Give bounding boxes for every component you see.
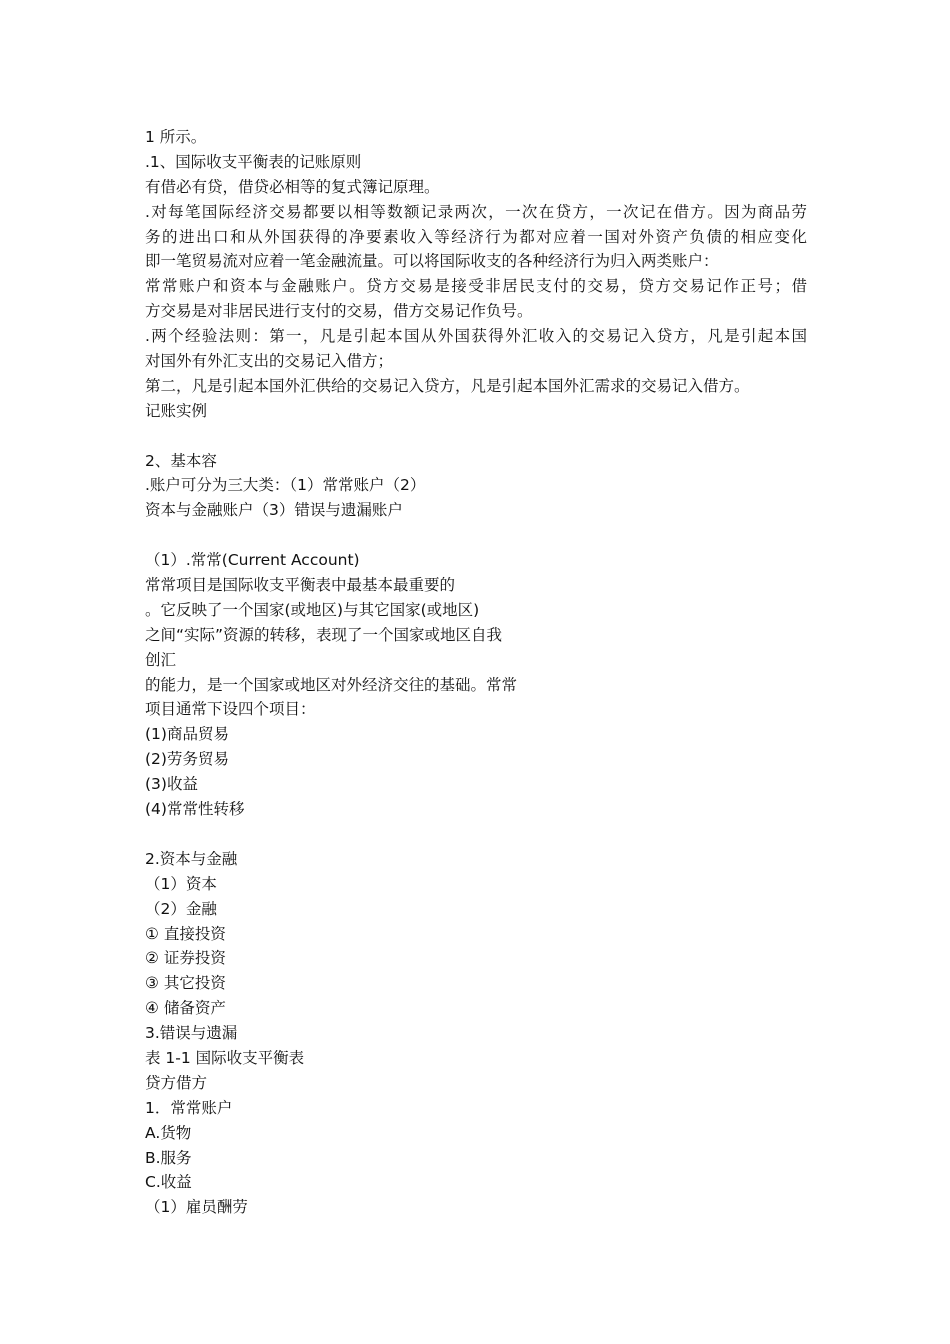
text-line: 创汇 <box>145 650 177 669</box>
section-heading: 2、基本容 <box>145 451 217 470</box>
list-item: ② 证券投资 <box>145 949 226 968</box>
text-line: .账户可分为三大类：（1）常常账户（2） <box>145 476 426 495</box>
text-line: 项目通常下设四个项目： <box>145 700 316 719</box>
text-line: 的能力，是一个国家或地区对外经济交往的基础。常常 <box>145 675 518 694</box>
list-item: B.服务 <box>145 1148 192 1167</box>
document-page <box>145 125 810 1220</box>
blank-line <box>145 822 810 847</box>
text-line: 贷方借方 <box>145 1073 208 1092</box>
list-item: ① 直接投资 <box>145 924 226 943</box>
paragraph-line: 第二，凡是引起本国外汇供给的交易记入贷方，凡是引起本国外汇需求的交易记入借方。 <box>145 376 750 395</box>
list-item: ③ 其它投资 <box>145 974 226 993</box>
paragraph-line: .对每笔国际经济交易都要以相等数额记录两次，一次在贷方，一次记在借方。因为商品劳 <box>145 202 807 221</box>
list-item: 1．常常账户 <box>145 1098 233 1117</box>
section-heading: （1）.常常(Current Account) <box>145 551 360 570</box>
text-line: 。它反映了一个国家(或地区)与其它国家(或地区) <box>145 600 480 619</box>
list-item: （1）资本 <box>145 874 217 893</box>
text-line: 之间“实际”资源的转移，表现了一个国家或地区自我 <box>145 625 503 644</box>
list-item: (4)常常性转移 <box>145 800 245 819</box>
list-item: C.收益 <box>145 1173 192 1192</box>
list-item: A.货物 <box>145 1123 192 1142</box>
paragraph-line: 即一笔贸易流对应着一笔金融流量。可以将国际收支的各种经济行为归入两类账户： <box>145 252 719 271</box>
list-item: ④ 储备资产 <box>145 999 226 1018</box>
list-item: (2)劳务贸易 <box>145 750 229 769</box>
text-line: 记账实例 <box>145 401 208 420</box>
text-line: 资本与金融账户（3）错误与遗漏账户 <box>145 501 403 520</box>
table-caption: 表 1-1 国际收支平衡表 <box>145 1048 305 1067</box>
text-line: 有借必有贷，借贷必相等的复式簿记原理。 <box>145 177 440 196</box>
paragraph-line: 常常账户和资本与金融账户。贷方交易是接受非居民支付的交易，贷方交易记作正号；借 <box>145 277 807 296</box>
list-item: （2）金融 <box>145 899 217 918</box>
section-heading: .1、国际收支平衡表的记账原则 <box>145 152 362 171</box>
section-heading: 3.错误与遗漏 <box>145 1024 238 1043</box>
text-line: 1 所示。 <box>145 128 207 146</box>
paragraph-line: 方交易是对非居民进行支付的交易，借方交易记作负号。 <box>145 302 533 321</box>
text-line: 常常项目是国际收支平衡表中最基本最重要的 <box>145 576 456 595</box>
list-item: （1）雇员酬劳 <box>145 1198 248 1217</box>
blank-line <box>145 424 810 449</box>
list-item: (3)收益 <box>145 775 198 794</box>
paragraph-line: 对国外有外汇支出的交易记入借方； <box>145 352 394 371</box>
paragraph-line: 务的进出口和从外国获得的净要素收入等经济行为都对应着一国对外资产负债的相应变化 <box>145 227 807 246</box>
section-heading: 2.资本与金融 <box>145 849 238 868</box>
list-item: (1)商品贸易 <box>145 725 229 744</box>
blank-line <box>145 523 810 548</box>
paragraph-line: .两个经验法则：第一，凡是引起本国从外国获得外汇收入的交易记入贷方，凡是引起本国 <box>145 327 807 346</box>
